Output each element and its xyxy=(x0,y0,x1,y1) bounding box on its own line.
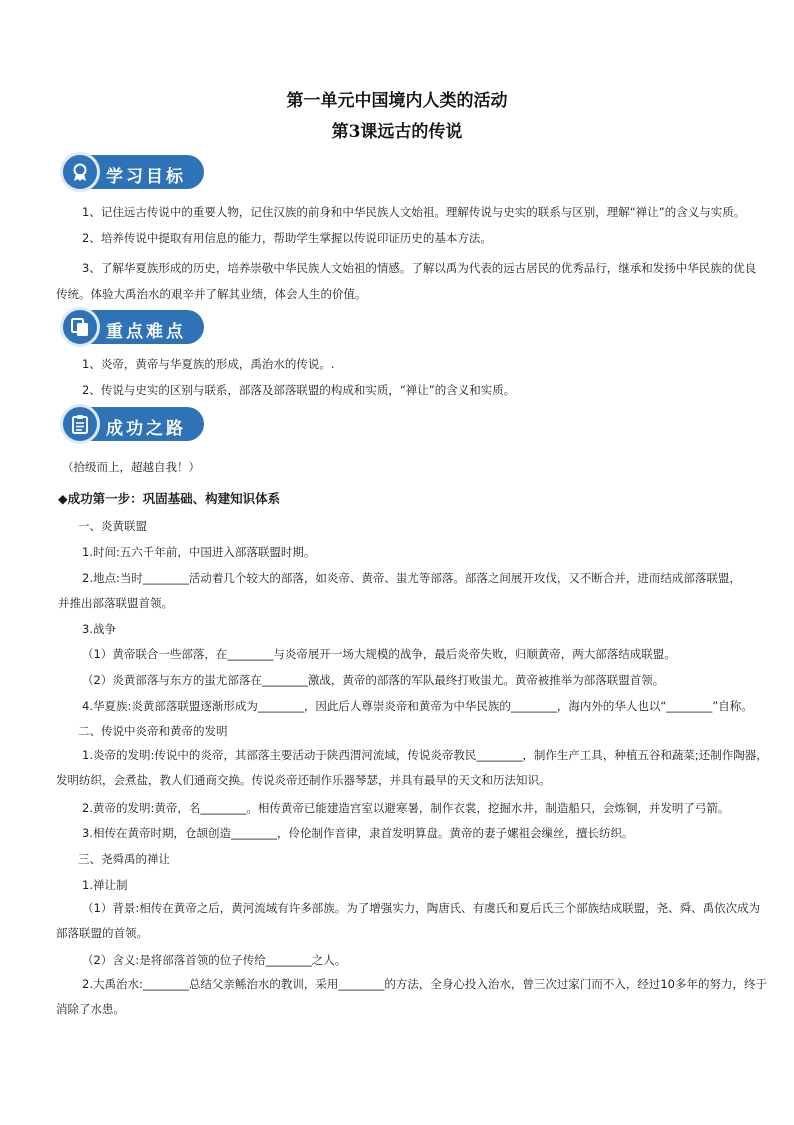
key-point-2: 2、传说与史实的区别与联系，部落及部落联盟的构成和实质，“禅让”的含义和实质。 xyxy=(82,383,516,397)
objectives-banner-label: 学习目标 xyxy=(106,167,186,187)
content-line: 并推出部落联盟首领。 xyxy=(58,596,173,610)
content-line: 2.地点:当时________活动着几个较大的部落，如炎帝、黄帝、蚩尤等部落。部落之间展开攻伐，又不断合并，进而结成部落联盟， xyxy=(82,571,741,585)
section-heading-1: 一、炎黄联盟 xyxy=(78,519,147,533)
content-line: 1.时间:五六千年前，中国进入部落联盟时期。 xyxy=(82,545,316,559)
content-line: （2）炎黄部落与东方的蚩尤部落在________激战，黄帝的部落的军队最终打败蚩尤。黄帝被推举为部落联盟首领。 xyxy=(82,673,665,687)
key-point-1: 1、炎帝，黄帝与华夏族的形成，禹治水的传说。. xyxy=(82,357,335,371)
content-line: 1.禅让制 xyxy=(82,878,128,892)
path-banner xyxy=(56,404,206,444)
section-heading-2: 二、传说中炎帝和黄帝的发明 xyxy=(78,724,228,738)
motto: （拾级而上，超越自我！） xyxy=(62,460,200,474)
content-line: 3.相传在黄帝时期，仓颉创造________，伶伦制作音律，隶首发明算盘。黄帝的妻子嫘祖会缫丝，擅长纺织。 xyxy=(82,826,634,840)
content-paragraph: 1.炎帝的发明:传说中的炎帝，其部落主要活动于陕西渭河流域，传说炎帝教民________，制作生产工具，种植五谷和蔬菜;还制作陶器，发明纺织，会煮盐，教人们通商交换。传说炎帝还制作乐器琴瑟，并具有最早的天文和历法知识。 xyxy=(56,748,768,787)
lesson-title: 第3课远古的传说 xyxy=(331,122,463,142)
content-line: （2）含义:是将部落首领的位子传给________之人。 xyxy=(82,953,347,967)
clipboard-icon xyxy=(60,404,100,444)
content-paragraph: 2.大禹治水:________总结父亲鲧治水的教训，采用________的方法，全身心投入治水，曾三次过家门而不入，经过10多年的努力，终于消除了水患。 xyxy=(56,977,767,1016)
content-line: 4.华夏族:炎黄部落联盟逐渐形成为________，因此后人尊崇炎帝和黄帝为中华民族的________，海内外的华人也以“________”自称。 xyxy=(82,699,753,713)
content-line: （1）黄帝联合一些部落，在________与炎帝展开一场大规模的战争，最后炎帝失败，归顺黄帝，两大部落结成联盟。 xyxy=(82,647,676,661)
unit-title: 第一单元中国境内人类的活动 xyxy=(286,91,508,111)
award-icon xyxy=(60,152,100,192)
objective-1: 1、记住远古传说中的重要人物，记住汉族的前身和中华民族人文始祖。理解传说与史实的联系与区别，理解“禅让”的含义与实质。 xyxy=(82,205,746,219)
content-line: 2.黄帝的发明:黄帝，名________。相传黄帝已能建造宫室以避寒暑，制作衣裳，挖掘水井，制造船只，会炼铜，并发明了弓箭。 xyxy=(82,801,730,815)
section-heading-3: 三、尧舜禹的禅让 xyxy=(78,852,170,866)
objective-2: 2、培养传说中提取有用信息的能力，帮助学生掌握以传说印证历史的基本方法。 xyxy=(82,231,492,245)
objective-3: 3、了解华夏族形成的历史，培养崇敬中华民族人文始祖的情感。了解以禹为代表的远古居民的优秀品行，继承和发扬中华民族的优良传统。体验大禹治水的艰辛并了解其业绩，体会人生的价值。 xyxy=(56,261,757,301)
objectives-banner xyxy=(56,152,206,192)
key-points-banner-label: 重点难点 xyxy=(106,322,186,342)
content-paragraph: （1）背景:相传在黄帝之后，黄河流域有许多部族。为了增强实力，陶唐氏、有虞氏和夏后氏三个部族结成联盟，尧、舜、禹依次成为部落联盟的首领。 xyxy=(56,901,761,940)
documents-icon xyxy=(60,307,100,347)
path-banner-label: 成功之路 xyxy=(106,419,186,439)
content-line: 3.战争 xyxy=(82,622,116,636)
step-title: ◆成功第一步：巩固基础、构建知识体系 xyxy=(58,491,281,506)
key-points-banner xyxy=(56,307,206,347)
